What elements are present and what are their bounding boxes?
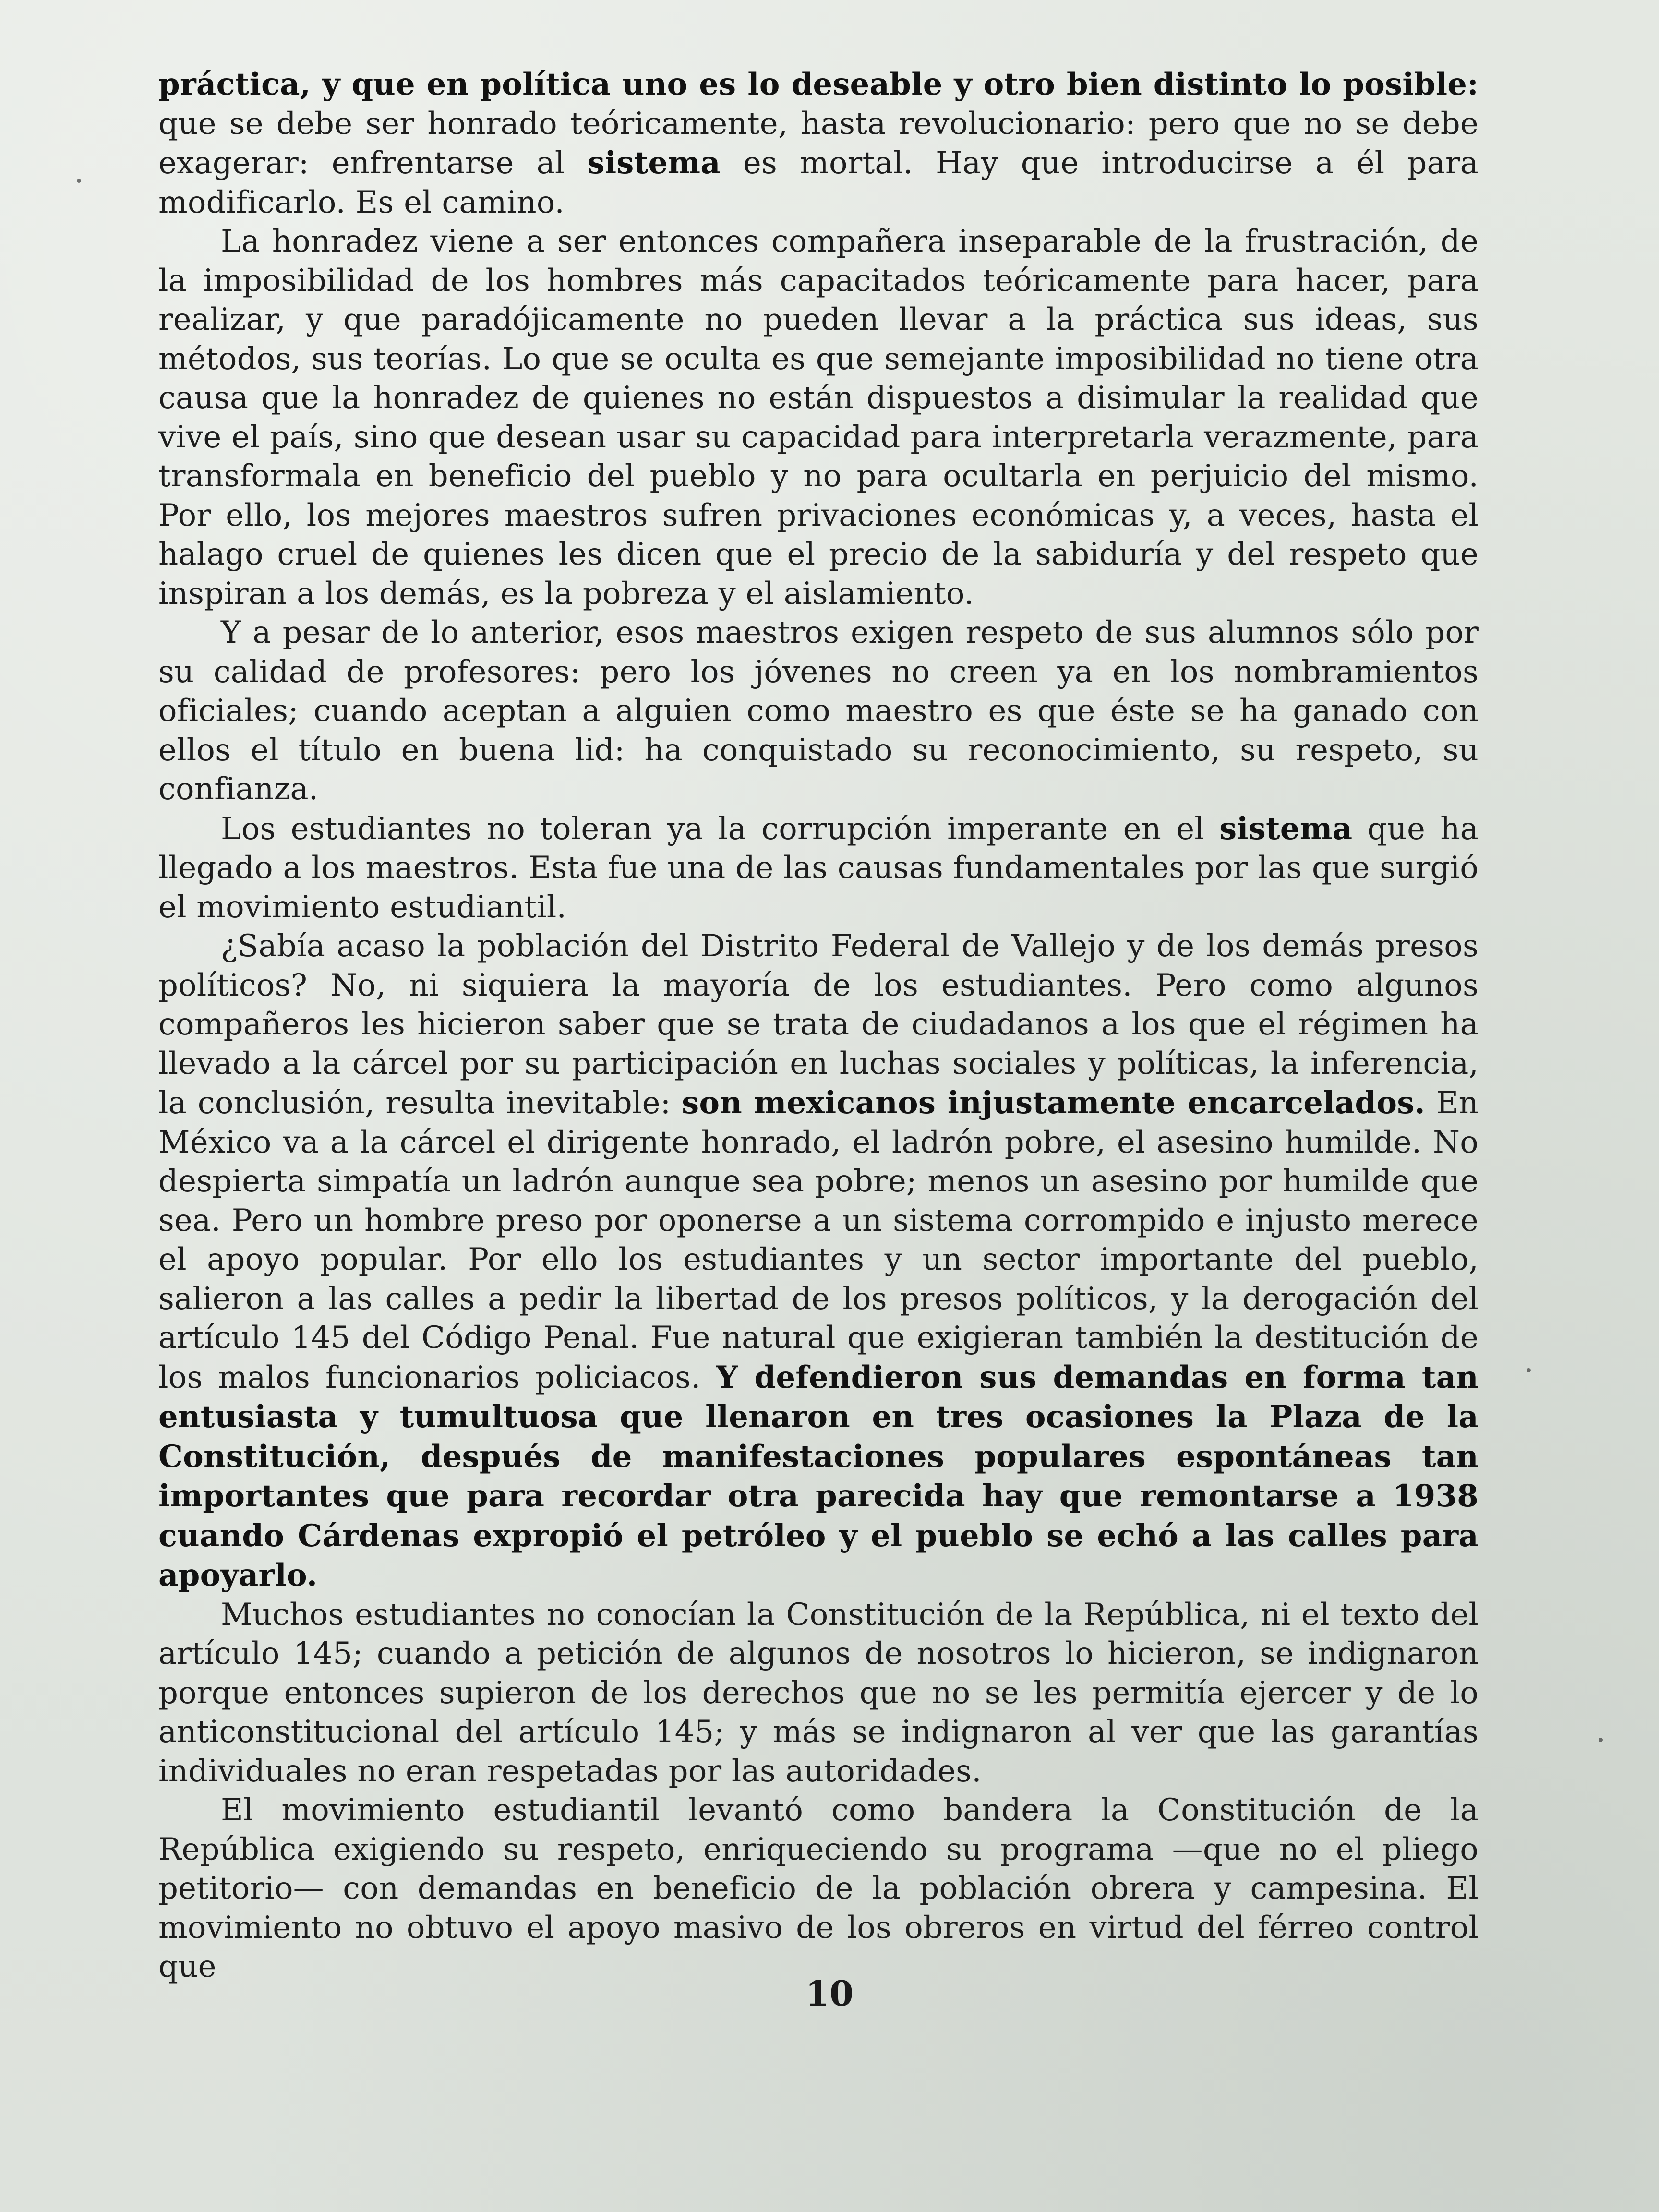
paragraph-5 — [158, 927, 1479, 1596]
text-run: es mortal. Hay que introducirse a él para modificarlo. Es el camino. — [158, 145, 1479, 220]
text-run: sistema — [1219, 810, 1353, 847]
paragraph-2 — [158, 222, 1479, 613]
paper-speck — [1527, 1368, 1531, 1372]
text-run: práctica, y que en política uno es lo deseable y otro bien distinto lo posible: — [158, 66, 1479, 102]
text-run: Muchos estudiantes no conocían la Constitución de la República, ni el texto del artículo 145; cuando a petición de algunos de nosotros lo hicieron, se indignaron porque entonces supieron de los derechos que no se les permitía ejercer y de lo anticonstitucional del artículo 145; y más se indignaron al ver que las garantías individuales no eran respetadas por las autoridades. — [158, 1597, 1479, 1789]
text-run: Y defendieron sus demandas en forma tan entusiasta y tumultuosa que llenaron en tres ocasiones la Plaza de la Constitución, después de manifestaciones populares espontáneas tan importantes que para recordar otra parecida hay que remontarse a 1938 cuando Cárdenas expropió el petróleo y el pueblo se echó a las calles para apoyarlo. — [158, 1359, 1479, 1593]
text-run: Los estudiantes no toleran ya la corrupción imperante en el — [221, 811, 1220, 847]
paragraph-7 — [158, 1791, 1479, 1987]
text-run: La honradez viene a ser entonces compañera inseparable de la frustración, de la imposibilidad de los hombres más capacitados teóricamente para hacer, para realizar, y que paradójicamente no pueden llevar a la práctica sus ideas, sus métodos, sus teorías. Lo que se oculta es que semejante imposibilidad no tiene otra causa que la honradez de quienes no están dispuestos a disimular la realidad que vive el país, sino que desean usar su capacidad para interpretarla verazmente, para transformala en beneficio del pueblo y no para ocultarla en perjuicio del mismo. Por ello, los mejores maestros sufren privaciones económicas y, a veces, hasta el halago cruel de quienes les dicen que el precio de la sabiduría y del respeto que inspiran a los demás, es la pobreza y el aislamiento. — [158, 224, 1479, 612]
text-run: son mexicanos injustamente encarcelados. — [682, 1085, 1425, 1121]
paragraph-6 — [158, 1596, 1479, 1791]
text-run: El movimiento estudiantil levantó como bandera la Constitución de la República exigiendo su respeto, enriqueciendo su programa —que no el pliego petitorio— con demandas en beneficio de la población obrera y campesina. El movimiento no obtuvo el apoyo masivo de los obreros en virtud del férreo control que — [158, 1792, 1479, 1984]
body-text — [158, 65, 1479, 1987]
paragraph-1 — [158, 65, 1479, 222]
paragraph-3 — [158, 613, 1479, 809]
paragraph-4 — [158, 809, 1479, 927]
text-run: En México va a la cárcel el dirigente honrado, el ladrón pobre, el asesino humilde. No despierta simpatía un ladrón aunque sea pobre; menos un asesino por humilde que sea. Pero un hombre preso por oponerse a un sistema corrompido e injusto merece el apoyo popular. Por ello los estudiantes y un sector importante del pueblo, salieron a las calles a pedir la libertad de los presos políticos, y la derogación del artículo 145 del Código Penal. Fue natural que exigieran también la destitución de los malos funcionarios policiacos. — [158, 1085, 1479, 1395]
text-run: Y a pesar de lo anterior, esos maestros exigen respeto de sus alumnos sólo por su calidad de profesores: pero los jóvenes no creen ya en los nombramientos oficiales; cuando aceptan a alguien como maestro es que éste se ha ganado con ellos el título en buena lid: ha conquistado su reconocimiento, su respeto, su confianza. — [158, 615, 1479, 807]
text-run: que ha llegado a los maestros. Esta fue una de las causas fundamentales por las que surgió el movimiento estudiantil. — [158, 811, 1479, 925]
text-run: ¿Sabía acaso la población del Distrito Federal de Vallejo y de los demás presos políticos? No, ni siquiera la mayoría de los estudiantes. Pero como algunos compañeros les hicieron saber que se trata de ciudadanos a los que el régimen ha llevado a la cárcel por su participación en luchas sociales y políticas, la inferencia, la conclusión, resulta inevitable: — [158, 928, 1479, 1121]
text-run: que se debe ser honrado teóricamente, hasta revolucionario: pero que no se debe exagerar: enfrentarse al — [158, 106, 1479, 181]
paper-speck — [1599, 1738, 1603, 1742]
page-number: 10 — [805, 1973, 854, 2014]
text-run: sistema — [587, 145, 721, 181]
paper-speck — [77, 179, 81, 183]
